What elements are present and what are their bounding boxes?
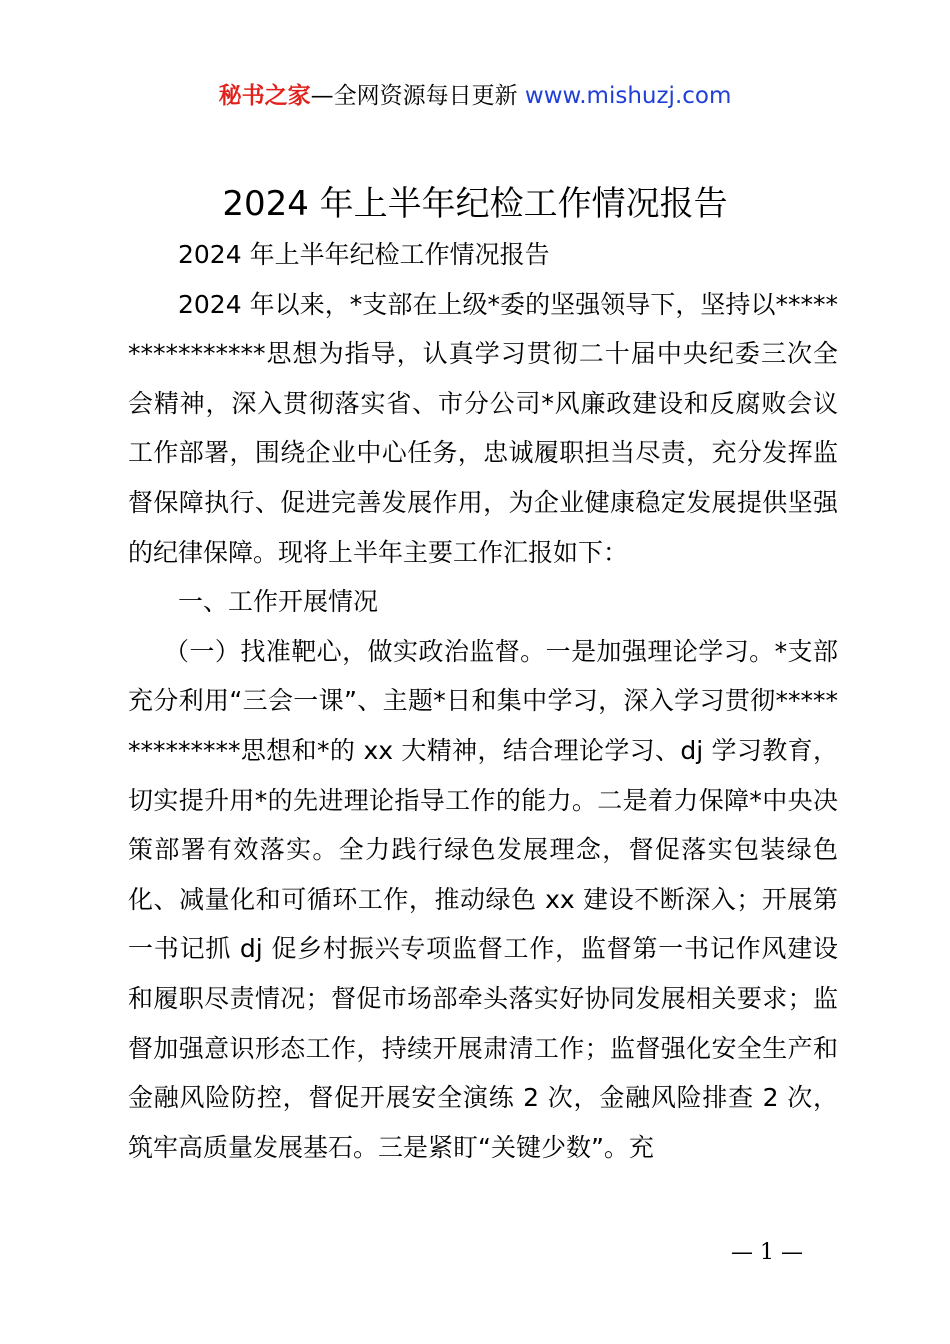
site-url[interactable]: www.mishuzj.com [524,83,732,109]
document-title: 2024 年上半年纪检工作情况报告 [222,184,728,224]
brand-name: 秘书之家 [218,83,311,109]
document-body [128,230,838,1172]
paragraph-intro: 2024 年以来，*支部在上级*委的坚强领导下，坚持以****************思想为指导，认真学习贯彻二十届中央纪委三次全会精神，深入贯彻落实省、市分公司*风廉政建设和反腐败会议工作部署，围绕企业中心任务，忠诚履职担当尽责，充分发挥监督保障执行、促进完善发展作用，为企业健康稳定发展提供坚强的纪律保障。现将上半年主要工作汇报如下： [128,289,838,567]
page-number: — 1 — [731,1240,803,1265]
section-heading: 一、工作开展情况 [178,587,379,617]
paragraph-section-1: （一）找准靶心，做实政治监督。一是加强理论学习。*支部充分利用“三会一课”、主题*日和集中学习，深入学习贯彻**************思想和*的 xx 大精神，结合理论学习、dj 学习教育，切实提升用*的先进理论指导工作的能力。二是着力保障*中央决策部署有效落实。全力践行绿色发展理念，督促落实包装绿色化、减量化和可循环工作，推动绿色 xx 建设不断深入；开展第一书记抓 dj 促乡村振兴专项监督工作，监督第一书记作风建设和履职尽责情况；督促市场部牵头落实好协同发展相关要求；监督加强意识形态工作，持续开展肃清工作；监督强化安全生产和金融风险防控，督促开展安全演练 2 次，金融风险排查 2 次，筑牢高质量发展基石。三是紧盯“关键少数”。充 [128,636,838,1162]
site-banner [0,80,950,112]
banner-slogan: —全网资源每日更新 [310,83,518,109]
paragraph-subtitle: 2024 年上半年纪检工作情况报告 [178,240,550,269]
